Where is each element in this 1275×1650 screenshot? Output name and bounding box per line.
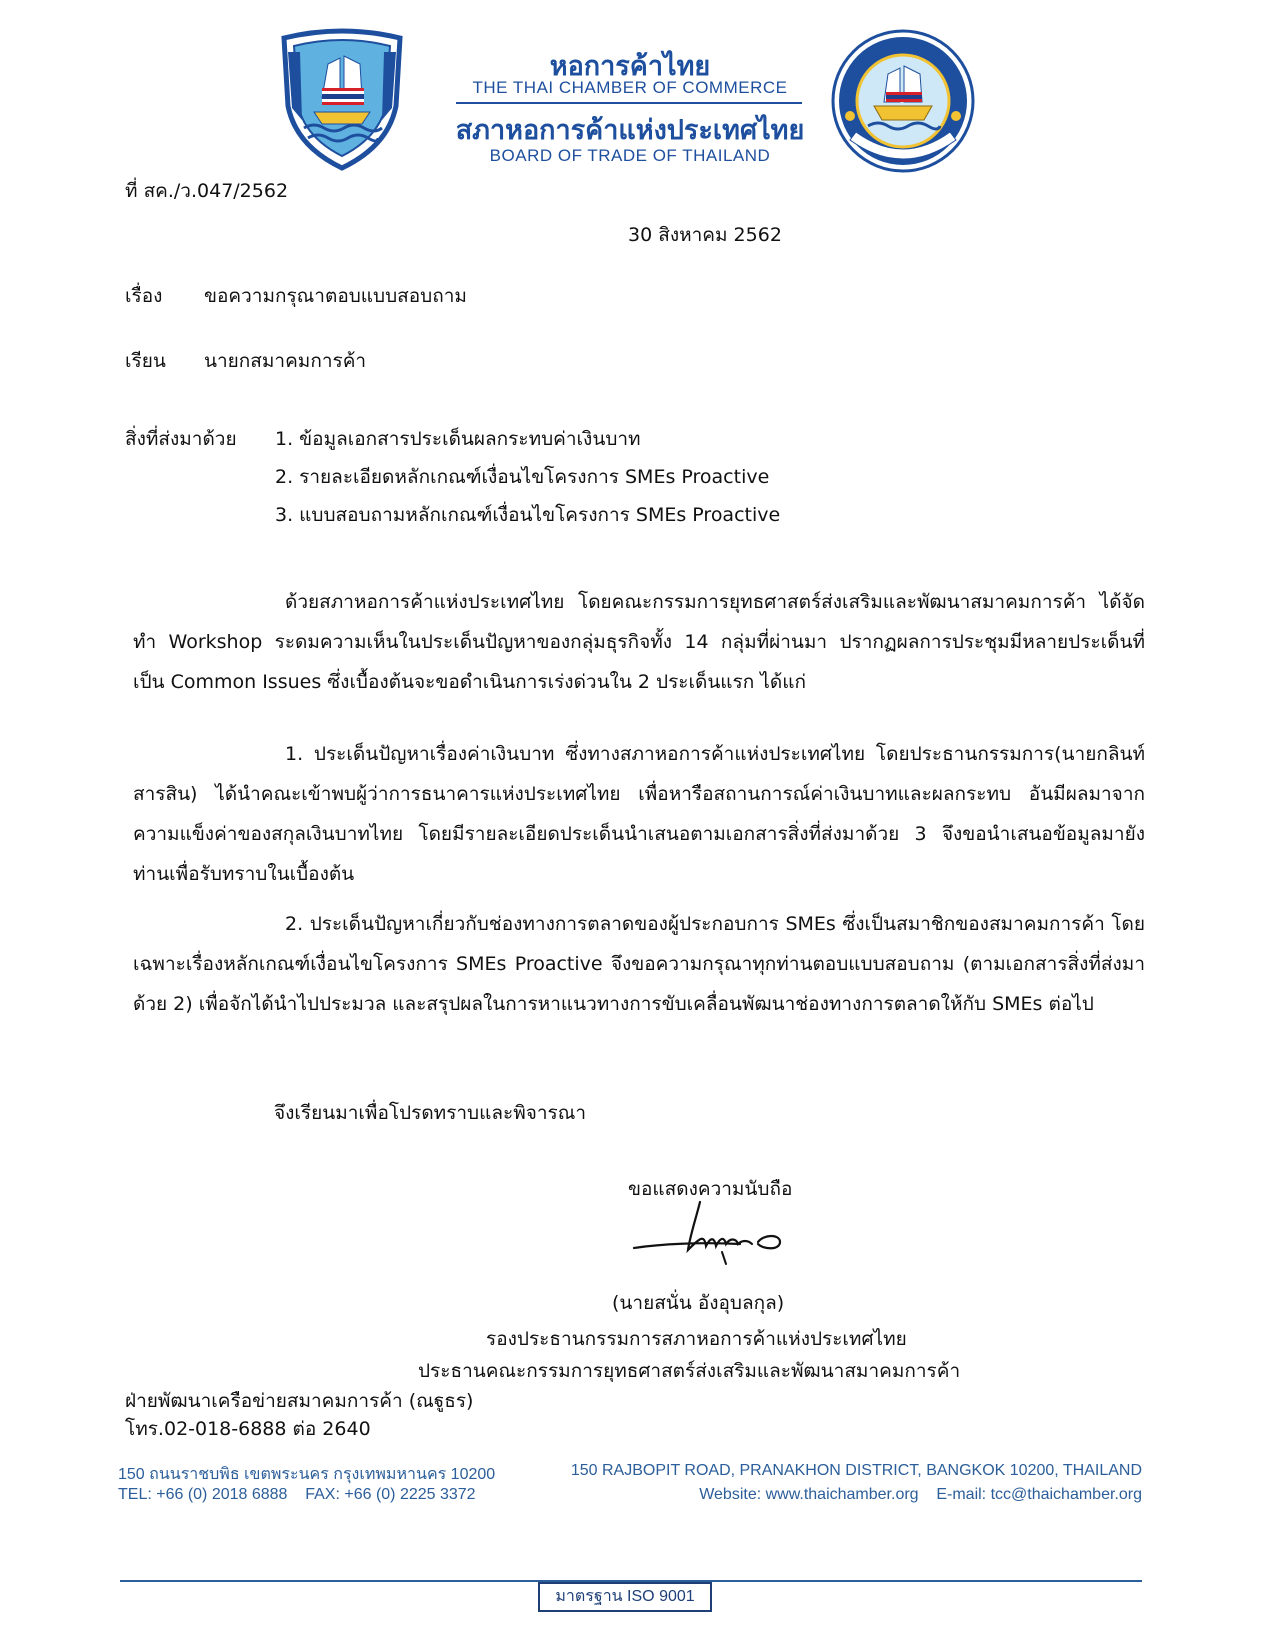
- subject-label: เรื่อง: [125, 285, 163, 307]
- to-label: เรียน: [125, 350, 166, 372]
- letterhead-english-name: THE THAI CHAMBER OF COMMERCE: [472, 78, 788, 97]
- letterhead-thai-name: หอการค้าไทย: [549, 51, 711, 81]
- reference-number: ที่ สค./ว.047/2562: [125, 180, 289, 202]
- enclosure-item: 2. รายละเอียดหลักเกณฑ์เงื่อนไขโครงการ SMEs Proactive: [275, 466, 770, 488]
- footer-tel-fax: TEL: +66 (0) 2018 6888 FAX: +66 (0) 2225 3372: [118, 1486, 476, 1503]
- thai-chamber-shield-logo: [278, 28, 406, 172]
- letterhead-english-board: BOARD OF TRADE OF THAILAND: [489, 146, 771, 165]
- body-paragraph-issue-1-text: 1. ประเด็นปัญหาเรื่องค่าเงินบาท ซึ่งทางสภาหอการค้าแห่งประเทศไทย โดยประธานกรรมการ(นายกลินท์ สารสิน) ได้นำคณะเข้าพบผู้ว่าการธนาคารแห่งประเทศไทย เพื่อหารือสถานการณ์ค่าเงินบาทและผลกระทบ อันมีผลมาจากความแข็งค่าของสกุลเงินบาทไทย โดยมีรายละเอียดประเด็นนำเสนอตามเอกสารสิ่งที่ส่งมาด้วย 3 จึงขอนำเสนอข้อมูลมายังท่านเพื่อรับทราบในเบื้องต้น: [133, 743, 1145, 885]
- signer-name: (นายสนั่น อังอุบลกุล): [612, 1292, 785, 1314]
- department-line: ฝ่ายพัฒนาเครือข่ายสมาคมการค้า (ณฐูธร): [125, 1390, 474, 1412]
- signer-title-2: ประธานคณะกรรมการยุทธศาสตร์ส่งเสริมและพัฒนาสมาคมการค้า: [418, 1360, 961, 1382]
- closing-salutation: ขอแสดงความนับถือ: [628, 1178, 793, 1200]
- to-text: นายกสมาคมการค้า: [204, 350, 367, 372]
- phone-line: โทร.02-018-6888 ต่อ 2640: [125, 1418, 371, 1440]
- letterhead-divider: [456, 102, 802, 104]
- signer-title-1: รองประธานกรรมการสภาหอการค้าแห่งประเทศไทย: [486, 1328, 907, 1350]
- letterhead-thai-board: สภาหอการค้าแห่งประเทศไทย: [455, 115, 805, 145]
- subject-text: ขอความกรุณาตอบแบบสอบถาม: [204, 285, 467, 307]
- body-paragraph-issue-2: [133, 904, 1145, 1024]
- body-paragraph-issue-1: [133, 734, 1145, 894]
- body-paragraph-issue-2-text: 2. ประเด็นปัญหาเกี่ยวกับช่องทางการตลาดของผู้ประกอบการ SMEs ซึ่งเป็นสมาชิกของสมาคมการค้า โดยเฉพาะเรื่องหลักเกณฑ์เงื่อนไขโครงการ SMEs Proactive จึงขอความกรุณาทุกท่านตอบแบบสอบถาม (ตามเอกสารสิ่งที่ส่งมาด้วย 2) เพื่อจักได้นำไปประมวล และสรุปผลในการหาแนวทางการขับเคลื่อนพัฒนาช่องทางการตลาดให้กับ SMEs ต่อไป: [133, 913, 1145, 1015]
- footer-web-email: Website: www.thaichamber.org E-mail: tcc@thaichamber.org: [699, 1486, 1142, 1503]
- board-of-trade-seal-logo: [830, 28, 976, 174]
- enclosure-item: 3. แบบสอบถามหลักเกณฑ์เงื่อนไขโครงการ SMEs Proactive: [275, 504, 781, 526]
- enclosure-item: 1. ข้อมูลเอกสารประเด็นผลกระทบค่าเงินบาท: [275, 428, 641, 450]
- letter-date: 30 สิงหาคม 2562: [628, 224, 782, 246]
- body-paragraph-intro: [133, 582, 1145, 702]
- body-paragraph-intro-text: ด้วยสภาหอการค้าแห่งประเทศไทย โดยคณะกรรมการยุทธศาสตร์ส่งเสริมและพัฒนาสมาคมการค้า ได้จัดทำ Workshop ระดมความเห็นในประเด็นปัญหาของกลุ่มธุรกิจทั้ง 14 กลุ่มที่ผ่านมา ปรากฏผลการประชุมมีหลายประเด็นที่เป็น Common Issues ซึ่งเบื้องต้นจะขอดำเนินการเร่งด่วนใน 2 ประเด็นแรก ได้แก่: [133, 591, 1145, 693]
- handwritten-signature: [630, 1198, 800, 1270]
- iso-badge: มาตรฐาน ISO 9001: [538, 1582, 712, 1612]
- enclosures-label: สิ่งที่ส่งมาด้วย: [125, 428, 237, 450]
- footer-address-thai: 150 ถนนราชบพิธ เขตพระนคร กรุงเทพมหานคร 10200: [118, 1466, 496, 1483]
- request-line: จึงเรียนมาเพื่อโปรดทราบและพิจารณา: [274, 1102, 587, 1124]
- footer-address-english: 150 RAJBOPIT ROAD, PRANAKHON DISTRICT, BANGKOK 10200, THAILAND: [570, 1462, 1142, 1479]
